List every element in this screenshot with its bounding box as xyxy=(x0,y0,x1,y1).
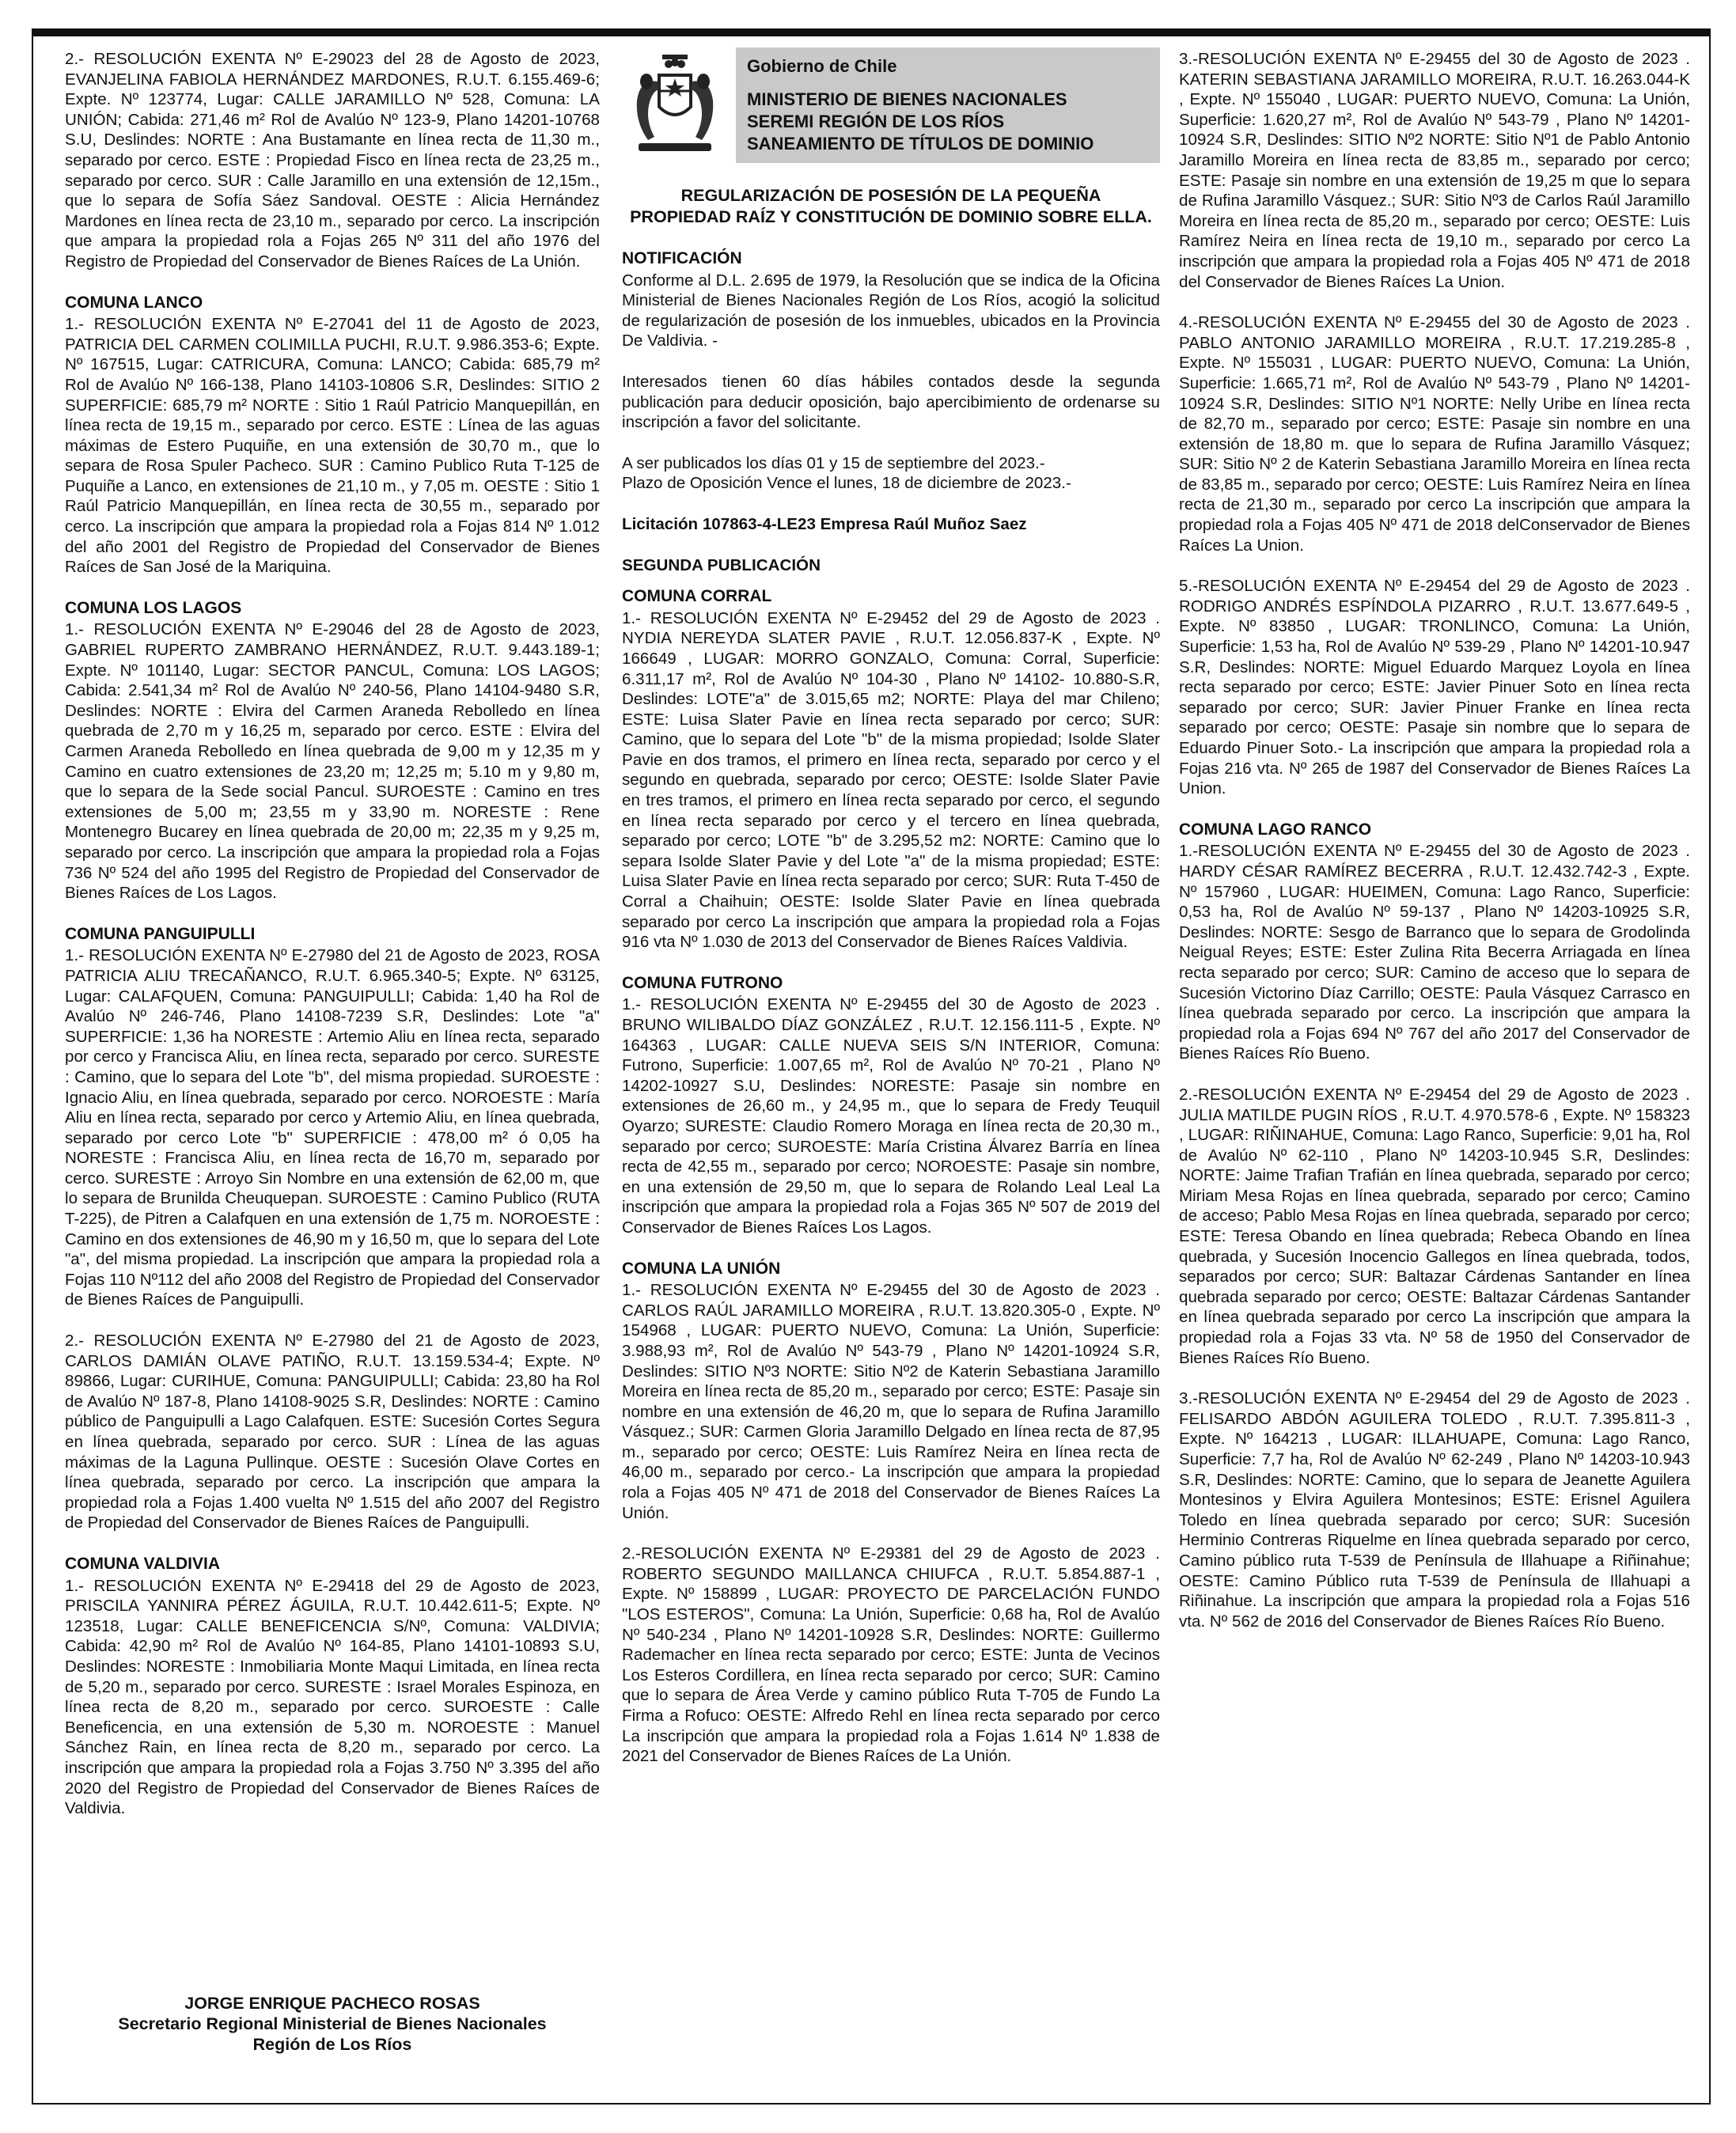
section-heading: COMUNA FUTRONO xyxy=(622,973,783,992)
signer-region: Región de Los Ríos xyxy=(252,2035,412,2054)
section-heading: COMUNA CORRAL xyxy=(622,587,772,606)
notice-entry: 3.-RESOLUCIÓN EXENTA Nº E-29454 del 29 de Agosto de 2023 . FELISARDO ABDÓN AGUILERA TOLEDO , R.U.T. 7.395.811-3 , Expte. Nº 164213 , LUGAR: ILLAHUAPE, Comuna: Lago Ranco, Superficie: 7,7 ha, Rol de Avalúo Nº 62-249 , Plano Nº 14203-10.943 S.R, Deslindes: NORTE: Camino, que lo separa de Jeanette Aguilera Montesinos y Elvira Aguilera Montesinos; ESTE: Erisnel Aguilera Toledo en línea quebrada separado por cerco; SUR: Sucesión Herminio Contreras Riquelme en línea quebrada separado por cerco, Camino público ruta T-539 de Península de Illahuape a Riñinahue; OESTE: Camino Público ruta T-539 de Península de Illahuapi a Riñinahue. La inscripción que ampara la propiedad rola a Fojas 516 vta. Nº 562 de 2016 del Conservador de Bienes Raíces Río Bueno. xyxy=(1179,1389,1690,1631)
title-line-2: PROPIEDAD RAÍZ Y CONSTITUCIÓN DE DOMINIO SOBRE ELLA. xyxy=(630,207,1152,226)
ministry-name: MINISTERIO DE BIENES NACIONALES xyxy=(747,89,1067,109)
notice-entry: 1.- RESOLUCIÓN EXENTA Nº E-29455 del 30 de Agosto de 2023 . CARLOS RAÚL JARAMILLO MOREIRA , R.U.T. 13.820.305-0 , Expte. Nº 154968 , LUGAR: PUERTO NUEVO, Comuna: La Unión, Superficie: 3.988,93 m², Rol de Avalúo Nº 543-79 , Plano Nº 14201-10924 S.R, Deslindes: SITIO Nº3 NORTE: Sitio Nº2 de Katerin Sebastiana Jaramillo Moreira en línea recta de 85,20 m., separado por cerco; ESTE: Pasaje sin nombre en una extensión de 46,20 m, que lo separa de Rufina Jaramillo Vásquez.; SUR: Carmen Gloria Jaramillo Delgado en línea recta de 87,95 m., separado por cerco; OESTE: Luis Ramírez Neira en línea recta de 46,00 m., separado por cerco.- La inscripción que ampara la propiedad rola a Fojas 405 Nº 471 de 2018 del Conservador de Bienes Raíces La Unión. xyxy=(622,1281,1160,1522)
notice-entry: 1.-RESOLUCIÓN EXENTA Nº E-29455 del 30 de Agosto de 2023 . HARDY CÉSAR RAMÍREZ BECERRA , R.U.T. 12.432.742-3 , Expte. Nº 157960 , LUGAR: HUEIMEN, Comuna: Lago Ranco, Superficie: 0,53 ha, Rol de Avalúo Nº 59-137 , Plano Nº 14203-10925 S.R, Deslindes: NORTE: Sesgo de Barranco que lo separa de Grodolinda Neigual Reyes; ESTE: Ester Zulina Rita Becerra Arriagada en línea recta separado por cerco; SUR: Camino de acceso que lo separa de Sucesión Victorino Díaz Carrillo; OESTE: Paula Vásquez Carrasco en línea quebrada separado por cerco. La inscripción que ampara la propiedad rola a Fojas 694 Nº 767 del año 2017 del Conservador de Bienes Raíces Río Bueno. xyxy=(1179,842,1690,1063)
notice-entry: 1.- RESOLUCIÓN EXENTA Nº E-29418 del 29 de Agosto de 2023, PRISCILA YANNIRA PÉREZ ÁGUILA, R.U.T. 10.442.611-5; Expte. Nº 123518, Lugar: CALLE BENEFICENCIA S/Nº, Comuna: VALDIVIA; Cabida: 42,90 m² Rol de Avalúo Nº 164-85, Plano 14101-10893 S.U, Deslindes: NORESTE : Inmobiliaria Monte Maqui Limitada, en línea recta de 5,20 m., separado por cerco. SURESTE : Israel Morales Espinoza, en línea recta de 8,20 m., separado por cerco. SUROESTE : Calle Beneficencia, en una extensión de 5,30 m. NOROESTE : Manuel Sánchez Rain, en línea recta de 8,20 m., separado por cerco. La inscripción que ampara la propiedad rola a Fojas 3.750 Nº 3.395 del año 2020 del Registro de Propiedad del Conservador de Bienes Raíces de Valdivia. xyxy=(65,1576,600,1818)
section-heading: COMUNA PANGUIPULLI xyxy=(65,924,256,943)
section-heading: COMUNA LOS LAGOS xyxy=(65,598,242,617)
publication-dates xyxy=(622,453,1160,494)
signer-name: JORGE ENRIQUE PACHECO ROSAS xyxy=(184,1994,480,2013)
notice-entry: 1.- RESOLUCIÓN EXENTA Nº E-27041 del 11 de Agosto de 2023, PATRICIA DEL CARMEN COLIMILLA PUCHI, R.U.T. 9.986.353-6; Expte. Nº 167515, Lugar: CATRICURA, Comuna: LANCO; Cabida: 685,79 m² Rol de Avalúo Nº 166-138, Plano 14103-10806 S.R, Deslindes: SITIO 2 SUPERFICIE: 685,79 m² NORTE : Sitio 1 Raúl Patricio Manquepillán, en línea recta de 19,15 m., separado por cerco. ESTE : Línea de las aguas máximas de Estero Puquiñe, en una extensión de 30,70 m., que lo separa de Rosa Spuler Pacheco. SUR : Camino Publico Ruta T-125 de Puquiñe a Lanco, en extensiones de 21,10 m., y 7,05 m. OESTE : Sitio 1 Raúl Patricio Manquepillán, en línea recta de 30,55 m., separado por cerco. La inscripción que ampara la propiedad rola a Fojas 814 Nº 1.012 del año 2001 del Registro de Propiedad del Conservador de Bienes Raíces de San José de la Mariquina. xyxy=(65,315,600,577)
title-line-1: REGULARIZACIÓN DE POSESIÓN DE LA PEQUEÑA xyxy=(680,186,1101,205)
section-heading: COMUNA LA UNIÓN xyxy=(622,1259,781,1278)
notice-entry: 2.- RESOLUCIÓN EXENTA Nº E-27980 del 21 de Agosto de 2023, CARLOS DAMIÁN OLAVE PATIÑO, R.U.T. 13.159.534-4; Expte. Nº 89866, Lugar: CURIHUE, Comuna: PANGUIPULLI; Cabida: 23,80 ha Rol de Avalúo Nº 187-8, Plano 14108-9025 S.R, Deslindes: NORTE : Camino público de Panguipulli a Lago Calafquen. ESTE: Sucesión Cortes Segura en línea quebrada, separado por cerco. SUR : Línea de las aguas máximas de la Laguna Pullinque. OESTE : Sucesión Olave Cortes en línea quebrada, separado por cerco. La inscripción que ampara la propiedad rola a Fojas 1.400 vuelta Nº 1.515 del año 2007 del Registro de Propiedad del Conservador de Bienes Raíces de Panguipulli. xyxy=(65,1332,600,1533)
government-label: Gobierno de Chile xyxy=(747,56,897,76)
notice-entry: 4.-RESOLUCIÓN EXENTA Nº E-29455 del 30 de Agosto de 2023 . PABLO ANTONIO JARAMILLO MOREIRA , R.U.T. 17.219.285-8 , Expte. Nº 155031 , LUGAR: PUERTO NUEVO, Comuna: La Unión, Superficie: 1.665,71 m², Rol de Avalúo Nº 543-79 , Plano Nº 14201-10924 S.R, Deslindes: SITIO Nº1 NORTE: Nelly Uribe en línea recta de 82,70 m., separado por cerco; ESTE: Pasaje sin nombre en una extensión de 18,80 m. que lo separa de Rufina Jaramillo Vásquez; SUR: Sitio Nº 2 de Katerin Sebastiana Jaramillo Moreira en línea recta de 83,85 m., separado por cerco; OESTE: Luis Ramírez Neira en línea recta de 21,30 m., separado por cerco La inscripción que ampara la propiedad rola a Fojas 405 Nº 471 de 2018 delConservador de Bienes Raíces La Union. xyxy=(1179,313,1690,555)
right-column xyxy=(1179,49,1690,1652)
signer-title: Secretario Regional Ministerial de Bienes Nacionales xyxy=(118,2014,547,2033)
notice-entry: 2.- RESOLUCIÓN EXENTA Nº E-29023 del 28 de Agosto de 2023, EVANJELINA FABIOLA HERNÁNDEZ MARDONES, R.U.T. 6.155.469-6; Expte. Nº 123774, Lugar: CALLE JARAMILLO Nº 528, Comuna: LA UNIÓN; Cabida: 271,46 m² Rol de Avalúo Nº 123-9, Plano 14201-10768 S.U, Deslindes: NORTE : Ana Bustamante en línea recta de 11,30 m., separado por cerco. ESTE : Propiedad Fisco en línea recta de 23,25 m., separado por cerco. SUR : Calle Jaramillo en una extensión de 12,15m., que lo separa de Sofía Sáez Sandoval. OESTE : Alicia Hernández Mardones en línea recta de 23,10 m., separado por cerco. La inscripción que ampara la propiedad rola a Fojas 265 Nº 311 del año 1976 del Registro de Propiedad del Conservador de Bienes Raíces de La Unión. xyxy=(65,50,600,271)
notice-text: Conforme al D.L. 2.695 de 1979, la Resolución que se indica de la Oficina Ministerial de Bienes Nacionales Región de Los Ríos, acogió la solicitud de regularización de posesión de los inmuebles, ubicados en la Provincia De Valdivia. - xyxy=(622,271,1160,350)
notice-entry: 1.- RESOLUCIÓN EXENTA Nº E-29455 del 30 de Agosto de 2023 . BRUNO WILIBALDO DÍAZ GONZÁLEZ , R.U.T. 12.156.111-5 , Expte. Nº 164363 , LUGAR: CALLE NUEVA SEIS S/N INTERIOR, Comuna: Futrono, Superficie: 1.007,65 m², Rol de Avalúo Nº 70-21 , Plano Nº 14202-10927 S.U, Deslindes: NORESTE: Pasaje sin nombre en extensiones de 26,60 m., y 24,95 m., que lo separa de Fredy Teuquil Oyarzo; SURESTE: Claudio Romero Moraga en línea recta de 20,30 m., separado por cerco; SUROESTE: María Cristina Álvarez Barría en línea recta de 42,55 m., separado por cerco; NOROESTE: Pasaje sin nombre, en una extensión de 29,50 m, que lo separa de Rolando Leal Leal La inscripción que ampara la propiedad rola a Fojas 365 Nº 507 de 2019 del Conservador de Bienes Raíces Los Lagos. xyxy=(622,995,1160,1237)
publication-days: A ser publicados los días 01 y 15 de septiembre del 2023.- xyxy=(622,453,1045,472)
notice-title xyxy=(622,185,1160,228)
ministry-header xyxy=(622,47,1160,163)
section-heading: NOTIFICACIÓN xyxy=(622,249,742,267)
notice-entry: 2.-RESOLUCIÓN EXENTA Nº E-29454 del 29 de Agosto de 2023 . JULIA MATILDE PUGIN RÍOS , R.U.T. 4.970.578-6 , Expte. Nº 158323 , LUGAR: RIÑINAHUE, Comuna: Lago Ranco, Superficie: 9,01 ha, Rol de Avalúo Nº 62-110 , Plano Nº 14203-10.945 S.R, Deslindes: NORTE: Jaime Trafian Trafián en línea quebrada, separado por cerco; Miriam Mesa Rojas en línea quebrada, separado por cerco; Camino de acceso; Pablo Mesa Rojas en línea quebrada, separado por cerco; ESTE: Teresa Obando en línea quebrada; Rebeca Obando en línea quebrada, y Sucesión Inocencio Gallegos en línea quebrada, todos, separados por cerco; SUR: Baltazar Cárdenas Santander en línea quebrada separado por cerco; OESTE: Baltazar Cárdenas Santander en línea quebrada separado por cerco La inscripción que ampara la propiedad rola a Fojas 33 vta. Nº 58 de 1950 del Conservador de Bienes Raíces Río Bueno. xyxy=(1179,1085,1690,1367)
notice-entry: 1.- RESOLUCIÓN EXENTA Nº E-29452 del 29 de Agosto de 2023 . NYDIA NEREYDA SLATER PAVIE , R.U.T. 12.056.837-K , Expte. Nº 166649 , LUGAR: MORRO GONZALO, Comuna: Corral, Superficie: 6.311,17 m², Rol de Avalúo Nº 104-30 , Plano Nº 14102- 10.880-S.R, Deslindes: LOTE"a" de 3.015,65 m2; NORTE: Playa del mar Chileno; ESTE: Luisa Slater Pavie en línea recta separado por cerco; SUR: Camino, que lo separa del Lote "b" de la misma propiedad; Isolde Slater Pavie en dos tramos, el primero en línea recta, separado por cerco y el segundo en quebrada, separado por cerco; OESTE: Isolde Slater Pavie en tres tramos, el primero en línea recta separado por cerco, el segundo en línea recta separado por cerco y el tercero en línea quebrada, separado por cerco; LOTE "b" de 3.295,52 m2: NORTE: Camino que lo separa Isolde Slater Pavie y del Lote "a" de la misma propiedad; ESTE: Luisa Slater Pavie en línea recta separado por cerco; SUR: Ruta T-450 de Corral a Chaihuin; OESTE: Isolde Slater Pavie en línea quebrada separado por cerco La inscripción que ampara la propiedad rola a Fojas 916 vta Nº 1.030 de 2013 del Conservador de Bienes Raíces Valdivia. xyxy=(622,608,1160,952)
tender-line: Licitación 107863-4-LE23 Empresa Raúl Muñoz Saez xyxy=(622,514,1027,533)
seremi-name: SEREMI REGIÓN DE LOS RÍOS xyxy=(747,112,1005,131)
middle-column xyxy=(622,47,1160,1787)
second-publication-label: SEGUNDA PUBLICACIÓN xyxy=(622,555,821,574)
notice-entry: 3.-RESOLUCIÓN EXENTA Nº E-29455 del 30 de Agosto de 2023 . KATERIN SEBASTIANA JARAMILLO MOREIRA, R.U.T. 16.263.044-K , Expte. Nº 155040 , LUGAR: PUERTO NUEVO, Comuna: La Unión, Superficie: 1.620,27 m², Rol de Avalúo Nº 543-79 , Plano Nº 14201-10924 S.R, Deslindes: SITIO Nº2 NORTE: Sitio Nº1 de Pablo Antonio Jaramillo Moreira en línea recta de 83,85 m., separado por cerco; ESTE: Pasaje sin nombre en una extensión de 19,25 m que lo separa de Rufina Jaramillo Vásquez.; SUR: Sitio Nº3 de Carlos Raúl Jaramillo Moreira en línea recta de 85,20 m., separado por cerco; OESTE: Luis Ramírez Neira en línea recta de 19,10 m., separado por cerco La inscripción que ampara la propiedad rola a Fojas 405 Nº 471 de 2018 del Conservador de Bienes Raíces La Union. xyxy=(1179,50,1690,291)
ministry-header-box xyxy=(736,47,1160,163)
notice-entry: 5.-RESOLUCIÓN EXENTA Nº E-29454 del 29 de Agosto de 2023 . RODRIGO ANDRÉS ESPÍNDOLA PIZARRO , R.U.T. 13.677.649-5 , Expte. Nº 83850 , LUGAR: TRONLINCO, Comuna: La Unión, Superficie: 1,53 ha, Rol de Avalúo Nº 539-29 , Plano Nº 14201-10.947 S.R, Deslindes: NORTE: Miguel Eduardo Marquez Loyola en línea recta separado por cerco; ESTE: Javier Pinuer Soto en línea recta separado por cerco; SUR: Javier Pinuer Franke en línea recta separado por cerco; OESTE: Pasaje sin nombre que lo separa de Eduardo Pinuer Soto.- La inscripción que ampara la propiedad rola a Fojas 216 vta. Nº 265 de 1987 del Conservador de Bienes Raíces La Union. xyxy=(1179,577,1690,798)
chile-coat-of-arms-icon xyxy=(622,47,728,163)
left-column xyxy=(65,49,600,1839)
department-name: SANEAMIENTO DE TÍTULOS DE DOMINIO xyxy=(747,134,1094,153)
signature-block xyxy=(65,1993,600,2055)
notice-text: Interesados tienen 60 días hábiles contados desde la segunda publicación para deducir oposición, bajo apercibimiento de ordenarse su inscripción a favor del solicitante. xyxy=(622,372,1160,432)
opposition-deadline: Plazo de Oposición Vence el lunes, 18 de diciembre de 2023.- xyxy=(622,474,1071,493)
notice-entry: 2.-RESOLUCIÓN EXENTA Nº E-29381 del 29 de Agosto de 2023 . ROBERTO SEGUNDO MAILLANCA CHIUFCA , R.U.T. 5.854.887-1 , Expte. Nº 158899 , LUGAR: PROYECTO DE PARCELACIÓN FUNDO "LOS ESTEROS", Comuna: La Unión, Superficie: 0,68 ha, Rol de Avalúo Nº 540-234 , Plano Nº 14201-10928 S.R, Deslindes: NORTE: Guillermo Rademacher en línea recta separado por cerco; ESTE: Junta de Vecinos Los Esteros Cordillera, en línea recta separado por cerco; SUR: Camino que lo separa de Área Verde y camino público Ruta T-705 de Fundo La Firma a Rofuco: OESTE: Alfredo Rehl en línea recta separado por cerco La inscripción que ampara la propiedad rola a Fojas 1.614 Nº 1.838 de 2021 del Conservador de Bienes Raíces de La Unión. xyxy=(622,1544,1160,1766)
section-heading: COMUNA VALDIVIA xyxy=(65,1554,220,1573)
section-heading: COMUNA LAGO RANCO xyxy=(1179,820,1372,839)
notice-entry: 1.- RESOLUCIÓN EXENTA Nº E-29046 del 28 de Agosto de 2023, GABRIEL RUPERTO ZAMBRANO HERNÁNDEZ, R.U.T. 9.443.189-1; Expte. Nº 101140, Lugar: SECTOR PANCUL, Comuna: LOS LAGOS; Cabida: 2.541,34 m² Rol de Avalúo Nº 240-56, Plano 14104-9480 S.R, Deslindes: NORTE : Elvira del Carmen Araneda Rebolledo en línea quebrada de 2,70 m y 16,25 m, separado por cerco. ESTE : Elvira del Carmen Araneda Rebolledo en línea quebrada de 9,00 m y 12,35 m y Camino en cuatro extensiones de 23,20 m; 12,25 m; 5.10 m y 9,80 m, que lo separa de la Sede social Pancul. SUROESTE : Camino en tres extensiones de 5,00 m; 23,55 m y 33,90 m. NORESTE : Rene Montenegro Bucarey en línea quebrada de 20,00 m; 22,35 m y 9,25 m, separado por cerco. La inscripción que ampara la propiedad rola a Fojas 736 Nº 524 del año 1995 del Registro de Propiedad del Conservador de Bienes Raíces de Los Lagos. xyxy=(65,620,600,903)
notice-entry: 1.- RESOLUCIÓN EXENTA Nº E-27980 del 21 de Agosto de 2023, ROSA PATRICIA ALIU TRECAÑANCO, R.U.T. 6.965.340-5; Expte. Nº 63125, Lugar: CALAFQUEN, Comuna: PANGUIPULLI; Cabida: 1,40 ha Rol de Avalúo Nº 246-746, Plano 14108-7239 S.R, Deslindes: Lote "a" SUPERFICIE: 1,36 ha NORESTE : Artemio Aliu en línea recta, separado por cerco y Francisca Aliu, en línea recta, separado por cerco. SURESTE : Camino, que lo separa del Lote "b", del misma propiedad. SUROESTE : Ignacio Aliu, en línea quebrada, separado por cerco. NOROESTE : María Aliu en línea recta, separado por cerco y Artemio Aliu, en línea quebrada, separado por cerco Lote "b" SUPERFICIE : 478,00 m² ó 0,05 ha NORESTE : Francisca Aliu, en línea recta de 16,70 m, separado por cerco. SURESTE : Arroyo Sin Nombre en una extensión de 62,00 m, que lo separa de Brunilda Cheuquepan. SUROESTE : Camino Publico (RUTA T-225), de Pitren a Calafquen en una extensión de 1,75 m. NOROESTE : Camino en dos extensiones de 46,90 m y 16,50 m, que lo separa del Lote "a", del misma propiedad. La inscripción que ampara la propiedad rola a Fojas 110 Nº112 del año 2008 del Registro de Propiedad del Conservador de Bienes Raíces de Panguipulli. xyxy=(65,946,600,1309)
section-heading: COMUNA LANCO xyxy=(65,293,203,312)
